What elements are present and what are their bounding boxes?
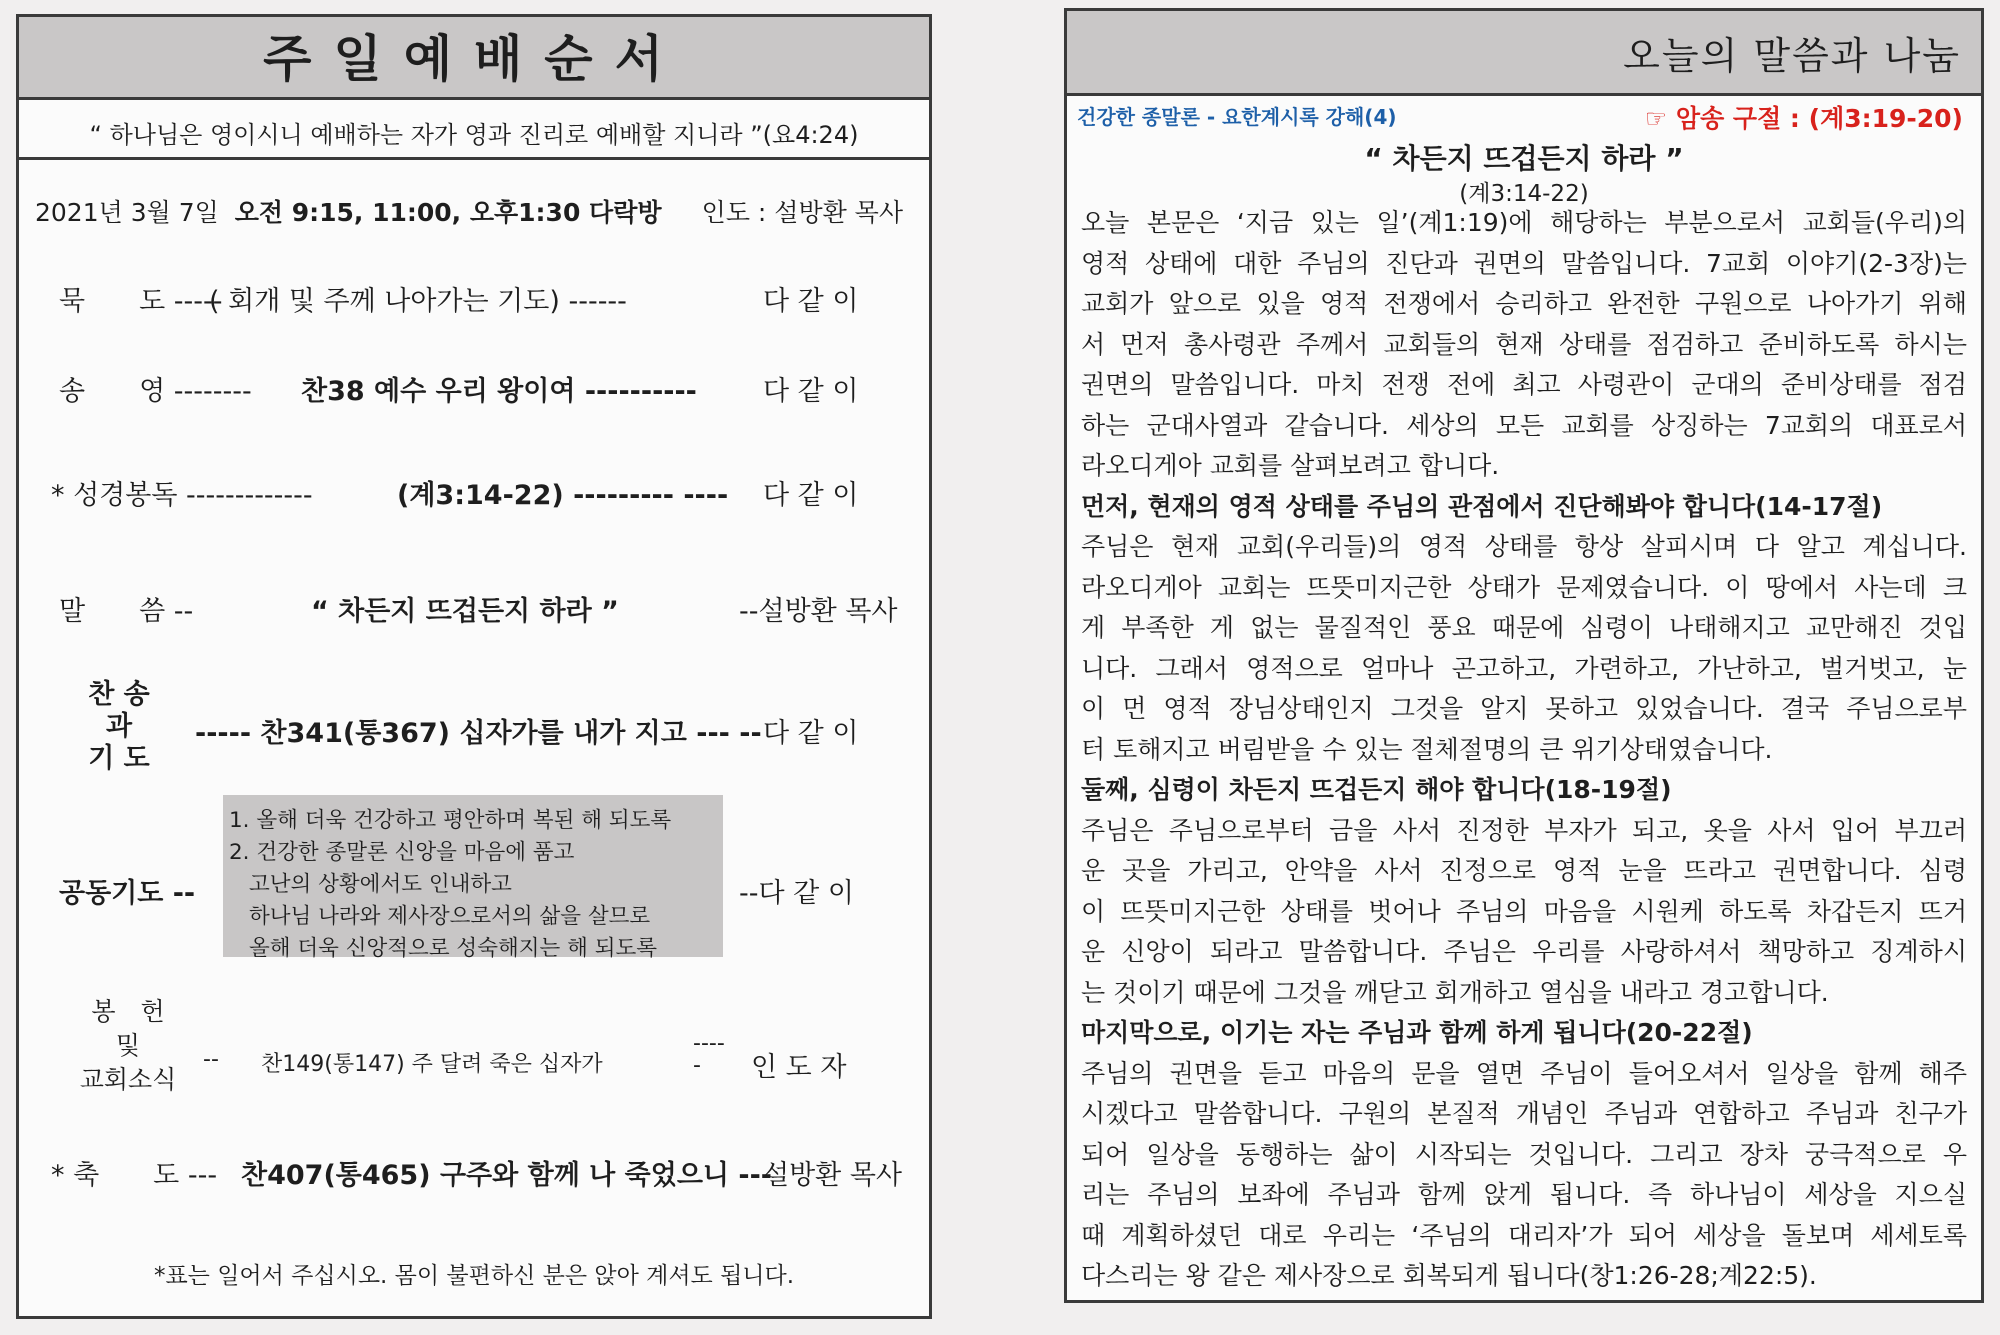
sermon-title: “ 차든지 뜨겁든지 하라 ”: [1364, 142, 1684, 175]
series-title: 건강한 종말론 - 요한계시록 강해(4): [1077, 105, 1397, 129]
item-content: ( 회개 및 주께 나아가는 기도) ------: [209, 286, 627, 317]
item-performer: --설방환 목사: [739, 596, 898, 627]
item-dash: ---- -: [693, 1031, 725, 1078]
page-title: 오늘의 말씀과 나눔: [1623, 34, 1961, 78]
service-leader: 인도 : 설방환 목사: [701, 198, 903, 227]
section-heading: 먼저, 현재의 영적 상태를 주님의 관점에서 진단해봐야 합니다(14-17절): [1081, 491, 1883, 521]
service-date: 2021년 3월 7일: [35, 198, 219, 227]
title-bar: [19, 17, 929, 100]
prayer-line: 2. 건강한 종말론 신앙을 마음에 품고: [229, 840, 575, 865]
body-line: 라오디게아 교회를 살펴보려고 합니다.: [1081, 451, 1500, 480]
body-line: 때 계획하셨던 대로 우리는 ‘주님의 대리자’가 되어 세상을 돌보며 세세토록: [1081, 1220, 1967, 1250]
body-line: 이 뜨뜻미지근한 상태를 벗어나 주님의 마음을 시원케 하도록 차갑든지 뜨거: [1081, 896, 1967, 926]
item-performer: 다 같 이: [763, 480, 859, 511]
item-label: 말 씀 --: [59, 596, 194, 627]
item-label: 공동기도 --: [59, 878, 196, 909]
body-line: 주님의 권면을 듣고 마음의 문을 열면 주님이 들어오셔서 일상을 함께 해주: [1081, 1058, 1967, 1088]
item-label: 묵 도 -----: [59, 286, 223, 317]
body-line: 오늘 본문은 ‘지금 있는 일’(계1:19)에 해당하는 부분으로서 교회들(우리)의: [1081, 208, 1967, 237]
joint-prayer-box: [223, 795, 723, 961]
body-line: 영적 상태에 대한 주님의 진단과 권면의 말씀입니다. 7교회 이야기(2-3장)는: [1081, 248, 1967, 278]
item-content: “ 차든지 뜨겁든지 하라 ”: [311, 596, 619, 627]
body-line: 주님은 주님으로부터 금을 사서 진정한 부자가 되고, 옷을 사서 입어 부끄러: [1081, 815, 1967, 845]
item-performer: 다 같 이: [763, 718, 859, 749]
theme-verse: “ 하나님은 영이시니 예배하는 자가 영과 진리로 예배할 지니라 ”(요4:24): [89, 121, 859, 149]
item-label-line: 기 도: [88, 743, 150, 774]
body-line: 운 신앙이 되라고 말씀합니다. 주님은 우리를 사랑하셔서 책망하고 징계하시: [1081, 937, 1967, 966]
item-dash: --: [203, 1047, 219, 1072]
item-label-line: 찬 송: [88, 679, 150, 710]
body-line: 주님은 현재 교회(우리들)의 영적 상태를 항상 살피시며 다 알고 계십니다.: [1081, 532, 1967, 561]
item-content: ----- 찬341(통367) 십자가를 내가 지고 --- --: [195, 718, 762, 749]
body-line: 라오디게아 교회는 뜨뜻미지근한 상태가 문제였습니다. 이 땅에서 사는데 크: [1081, 572, 1967, 602]
item-performer: 다 같 이: [763, 376, 859, 407]
order-item-offering-label: [63, 995, 193, 1097]
body-line: 하는 군대사열과 같습니다. 세상의 모든 교회를 상징하는 7교회의 대표로서: [1081, 410, 1967, 440]
item-label-line: 및: [115, 1031, 141, 1060]
body-line: 시겠다고 말씀합니다. 구원의 본질적 개념인 주님과 연합하고 주님과 친구가: [1081, 1099, 1967, 1128]
worship-order-panel: [16, 14, 932, 1319]
sermon-reference: (계3:14-22): [1459, 181, 1589, 207]
body-line: 운 곳을 가리고, 안약을 사서 진정으로 영적 눈을 뜨라고 권면합니다. 심령: [1081, 856, 1967, 885]
body-line: 권면의 말씀입니다. 마치 전쟁 전에 최고 사령관이 군대의 준비상태를 점검: [1081, 370, 1967, 399]
divider: [19, 157, 929, 160]
body-line: 되어 일상을 동행하는 삶이 시작되는 것입니다. 그리고 장차 궁극적으로 우: [1081, 1139, 1967, 1169]
item-label: * 축 도 ---: [51, 1160, 218, 1191]
prayer-line: 고난의 상황에서도 인내하고: [249, 872, 512, 897]
item-label: 송 영 --------: [59, 376, 252, 407]
item-label-line: 봉 헌: [91, 997, 165, 1026]
item-performer: 인 도 자: [751, 1052, 847, 1083]
service-date-times: [35, 193, 662, 229]
body-line: 이 먼 영적 장님상태인지 그것을 알지 못하고 있었습니다. 결국 주님으로부: [1081, 694, 1967, 723]
item-content: 찬149(통147) 주 달려 죽은 십자가: [261, 1052, 603, 1077]
item-label-line: 교회소식: [79, 1065, 177, 1094]
order-item-hymn-prayer-label: [87, 679, 151, 775]
item-label: * 성경봉독 -------------: [51, 480, 313, 511]
body-line: 니다. 그래서 영적으로 얼마나 곤고하고, 가련하고, 가난하고, 벌거벗고, 눈: [1081, 653, 1967, 683]
body-line: 리는 주님의 보좌에 주님과 함께 앉게 됩니다. 즉 하나님이 세상을 지으실: [1081, 1180, 1967, 1209]
item-content: 찬407(통465) 구주와 함께 나 죽었으니 ---: [241, 1160, 773, 1191]
sermon-notes-panel: [1064, 8, 1984, 1303]
page-title: 주일예배순서: [263, 30, 685, 88]
sermon-body: [1081, 203, 1967, 1297]
body-line: 는 것이기 때문에 그것을 깨닫고 회개하고 열심을 내라고 경고합니다.: [1081, 977, 1829, 1007]
body-line: 터 토해지고 버림받을 수 있는 절체절명의 큰 위기상태였습니다.: [1081, 734, 1773, 764]
body-line: 서 먼저 총사령관 주께서 교회들의 현재 상태를 점검하고 준비하도록 하시는: [1081, 329, 1967, 359]
item-content: (계3:14-22) --------- ----: [397, 480, 729, 511]
section-heading: 마지막으로, 이기는 자는 주님과 함께 하게 됩니다(20-22절): [1081, 1018, 1753, 1047]
item-content: 찬38 예수 우리 왕이여 ----------: [301, 376, 697, 407]
body-line: 다스리는 왕 같은 제사장으로 회복되게 됩니다(창1:26-28;계22:5).: [1081, 1261, 1817, 1290]
prayer-line: 올해 더욱 신앙적으로 성숙해지는 해 되도록: [249, 936, 658, 961]
item-performer: --다 같 이: [739, 878, 854, 909]
title-bar: [1067, 11, 1981, 96]
prayer-line: 하나님 나라와 제사장으로서의 삶을 살므로: [249, 904, 651, 929]
prayer-line: 1. 올해 더욱 건강하고 평안하며 복된 해 되도록: [229, 808, 672, 833]
item-label-line: 과: [105, 711, 133, 742]
footnote: *표는 일어서 주십시오. 몸이 불편하신 분은 앉아 계셔도 됩니다.: [153, 1263, 795, 1289]
item-performer: 설방환 목사: [763, 1160, 902, 1191]
memory-verse: ☞ 암송 구절 : (계3:19-20): [1644, 104, 1963, 133]
body-line: 게 부족한 게 없는 물질적인 풍요 때문에 심령이 나태해지고 교만해진 것입: [1081, 613, 1967, 642]
service-times: 오전 9:15, 11:00, 오후1:30 다락방: [234, 198, 662, 227]
item-performer: 다 같 이: [763, 286, 859, 317]
section-heading: 둘째, 심령이 차든지 뜨겁든지 해야 합니다(18-19절): [1081, 775, 1672, 804]
body-line: 교회가 앞으로 있을 영적 전쟁에서 승리하고 완전한 구원으로 나아가기 위해: [1081, 289, 1967, 318]
